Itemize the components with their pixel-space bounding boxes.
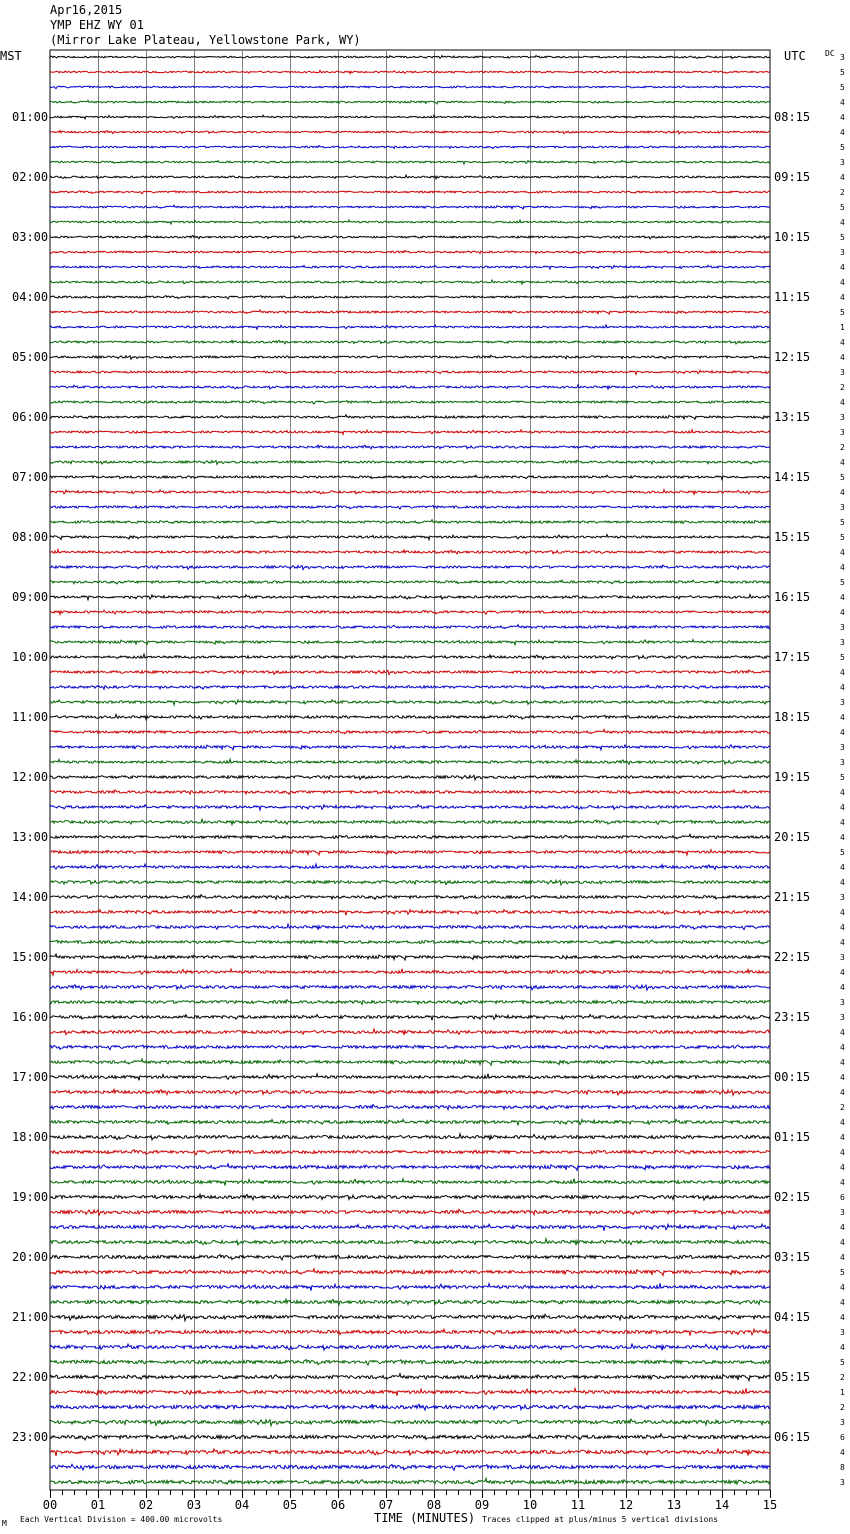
seismic-trace xyxy=(50,1105,770,1110)
seismic-trace xyxy=(50,819,770,825)
x-tick-label: 10 xyxy=(522,1498,538,1512)
dc-offset-value: 5 xyxy=(840,233,845,242)
seismic-trace xyxy=(50,670,770,675)
x-tick-label: 15 xyxy=(762,1498,778,1512)
seismic-trace xyxy=(50,160,770,164)
seismic-trace xyxy=(50,401,770,404)
dc-offset-value: 3 xyxy=(840,248,845,257)
dc-offset-value: 4 xyxy=(840,788,845,797)
seismic-trace xyxy=(50,340,770,344)
seismic-trace xyxy=(50,1464,770,1470)
dc-offset-value: 3 xyxy=(840,638,845,647)
seismic-trace xyxy=(50,1344,770,1351)
seismic-trace xyxy=(50,1059,770,1065)
seismic-trace xyxy=(50,745,770,750)
dc-offset-value: 4 xyxy=(840,563,845,572)
x-tick-label: 05 xyxy=(282,1498,298,1512)
mst-hour-label: 10:00 xyxy=(12,650,49,664)
seismic-trace xyxy=(50,235,770,239)
dc-offset-value: 4 xyxy=(840,968,845,977)
seismic-trace xyxy=(50,910,770,916)
seismic-trace xyxy=(50,714,770,719)
dc-offset-value: 4 xyxy=(840,608,845,617)
mst-hour-label: 19:00 xyxy=(12,1190,49,1204)
dc-offset-value: 6 xyxy=(840,1433,845,1442)
dc-offset-value: 5 xyxy=(840,533,845,542)
mst-hour-label: 13:00 xyxy=(12,830,49,844)
dc-offset-value: 4 xyxy=(840,593,845,602)
dc-offset-value: 3 xyxy=(840,953,845,962)
dc-offset-value: 4 xyxy=(840,683,845,692)
utc-hour-label: 12:15 xyxy=(774,350,811,364)
dc-offset-value: 4 xyxy=(840,833,845,842)
mst-hour-label: 11:00 xyxy=(12,710,49,724)
seismic-trace xyxy=(50,535,770,540)
seismic-trace xyxy=(50,475,770,479)
seismic-trace xyxy=(50,445,770,449)
utc-hour-label: 08:15 xyxy=(774,110,811,124)
seismic-trace xyxy=(50,940,770,944)
utc-hour-label: 01:15 xyxy=(774,1130,811,1144)
dc-offset-value: 4 xyxy=(840,1133,845,1142)
seismic-trace xyxy=(50,100,770,104)
seismic-trace xyxy=(50,1074,770,1081)
dc-offset-value: 3 xyxy=(840,998,845,1007)
dc-offset-value: 4 xyxy=(840,1118,845,1127)
seismic-trace xyxy=(50,56,770,59)
dc-offset-value: 3 xyxy=(840,503,845,512)
dc-offset-value: 5 xyxy=(840,83,845,92)
x-axis-title: TIME (MINUTES) xyxy=(374,1511,476,1525)
seismic-trace xyxy=(50,595,770,600)
seismic-trace xyxy=(50,1150,770,1155)
utc-hour-label: 04:15 xyxy=(774,1310,811,1324)
seismic-trace xyxy=(50,864,770,869)
seismic-trace xyxy=(50,1374,770,1381)
utc-hour-label: 19:15 xyxy=(774,770,811,784)
seismic-trace xyxy=(50,625,770,629)
dc-offset-value: 4 xyxy=(840,458,845,467)
seismic-trace xyxy=(50,1404,770,1410)
seismic-trace xyxy=(50,296,770,299)
seismic-trace xyxy=(50,1119,770,1125)
utc-hour-label: 00:15 xyxy=(774,1070,811,1084)
seismic-trace xyxy=(50,1224,770,1231)
dc-offset-value: 4 xyxy=(840,353,845,362)
seismic-trace xyxy=(50,310,770,314)
seismic-trace xyxy=(50,460,770,464)
dc-offset-value: 1 xyxy=(840,323,845,332)
mst-hour-label: 21:00 xyxy=(12,1310,49,1324)
seismic-trace xyxy=(50,220,770,224)
seismic-trace xyxy=(50,580,770,584)
utc-hour-label: 10:15 xyxy=(774,230,811,244)
x-tick-label: 03 xyxy=(186,1498,202,1512)
mst-hour-label: 23:00 xyxy=(12,1430,49,1444)
seismic-trace xyxy=(50,1164,770,1171)
vertical-division-note: Each Vertical Division = 400.00 microvolts xyxy=(20,1515,223,1524)
dc-offset-value: 3 xyxy=(840,893,845,902)
mst-hour-label: 17:00 xyxy=(12,1070,49,1084)
dc-offset-value: 3 xyxy=(840,623,845,632)
dc-offset-value: 2 xyxy=(840,1103,845,1112)
footer-left-mark: M xyxy=(2,1519,7,1528)
dc-offset-value: 4 xyxy=(840,128,845,137)
x-tick-label: 13 xyxy=(666,1498,682,1512)
dc-offset-value: 4 xyxy=(840,1163,845,1172)
utc-hour-label: 17:15 xyxy=(774,650,811,664)
mst-hour-label: 01:00 xyxy=(12,110,49,124)
dc-offset-value: 4 xyxy=(840,278,845,287)
dc-offset-value: 5 xyxy=(840,473,845,482)
dc-offset-value: 4 xyxy=(840,113,845,122)
seismic-trace xyxy=(50,880,770,885)
seismic-trace xyxy=(50,505,770,509)
seismic-trace xyxy=(50,205,770,209)
seismic-trace xyxy=(50,430,770,435)
mst-hour-label: 03:00 xyxy=(12,230,49,244)
seismic-trace xyxy=(50,370,770,374)
dc-offset-value: 4 xyxy=(840,1448,845,1457)
mst-hour-label: 15:00 xyxy=(12,950,49,964)
seismic-trace xyxy=(50,1015,770,1021)
dc-offset-value: 4 xyxy=(840,983,845,992)
dc-offset-value: 4 xyxy=(840,98,845,107)
dc-offset-value: 4 xyxy=(840,398,845,407)
dc-offset-value: 3 xyxy=(840,698,845,707)
left-timezone-label: MST xyxy=(0,49,22,63)
seismic-trace xyxy=(50,385,770,389)
dc-offset-value: 3 xyxy=(840,1208,845,1217)
dc-offset-value: 4 xyxy=(840,818,845,827)
seismic-trace xyxy=(50,1329,770,1336)
seismic-trace xyxy=(50,1000,770,1005)
seismic-trace xyxy=(50,115,770,119)
dc-offset-value: 4 xyxy=(840,878,845,887)
dc-offset-value: 4 xyxy=(840,1223,845,1232)
dc-offset-value: 4 xyxy=(840,1178,845,1187)
dc-offset-value: 3 xyxy=(840,158,845,167)
dc-offset-value: 5 xyxy=(840,203,845,212)
seismic-trace xyxy=(50,70,770,74)
dc-offset-value: 4 xyxy=(840,923,845,932)
seismic-trace xyxy=(50,1434,770,1440)
dc-offset-value: 3 xyxy=(840,1013,845,1022)
dc-offset-value: 3 xyxy=(840,368,845,377)
dc-offset-value: 4 xyxy=(840,1253,845,1262)
dc-offset-value: 4 xyxy=(840,1073,845,1082)
dc-offset-value: 4 xyxy=(840,293,845,302)
seismic-trace xyxy=(50,1448,770,1456)
dc-offset-value: 4 xyxy=(840,548,845,557)
dc-offset-value: 3 xyxy=(840,53,845,62)
dc-offset-value: 4 xyxy=(840,1238,845,1247)
seismic-trace xyxy=(50,640,770,645)
seismic-trace xyxy=(50,610,770,614)
mst-hour-label: 22:00 xyxy=(12,1370,49,1384)
mst-hour-label: 05:00 xyxy=(12,350,49,364)
seismic-trace xyxy=(50,175,770,179)
x-tick-label: 08 xyxy=(426,1498,442,1512)
seismic-trace xyxy=(50,1194,770,1200)
dc-offset-value: 4 xyxy=(840,938,845,947)
seismic-trace xyxy=(50,355,770,359)
seismic-trace xyxy=(50,1089,770,1095)
seismic-trace xyxy=(50,1239,770,1246)
dc-offset-value: 3 xyxy=(840,413,845,422)
utc-hour-label: 21:15 xyxy=(774,890,811,904)
seismic-trace xyxy=(50,1419,770,1426)
dc-offset-value: 3 xyxy=(840,428,845,437)
dc-offset-value: 5 xyxy=(840,773,845,782)
clip-note: Traces clipped at plus/minus 5 vertical divisions xyxy=(482,1515,719,1524)
dc-header-label: DC xyxy=(825,49,835,58)
dc-offset-value: 5 xyxy=(840,653,845,662)
dc-offset-value: 4 xyxy=(840,863,845,872)
seismic-trace xyxy=(50,565,770,570)
seismic-trace xyxy=(50,191,770,194)
utc-hour-label: 20:15 xyxy=(774,830,811,844)
seismic-trace xyxy=(50,759,770,764)
seismic-trace xyxy=(50,700,770,705)
seismic-trace xyxy=(50,895,770,900)
seismic-trace xyxy=(50,265,770,269)
seismic-trace xyxy=(50,86,770,89)
dc-offset-value: 4 xyxy=(840,668,845,677)
seismic-trace xyxy=(50,1134,770,1140)
dc-offset-value: 3 xyxy=(840,743,845,752)
seismic-trace xyxy=(50,1299,770,1305)
dc-offset-value: 2 xyxy=(840,443,845,452)
mst-hour-label: 12:00 xyxy=(12,770,49,784)
seismic-trace xyxy=(50,985,770,990)
dc-offset-value: 4 xyxy=(840,1283,845,1292)
dc-offset-value: 1 xyxy=(840,1388,845,1397)
seismic-trace xyxy=(50,520,770,524)
dc-offset-value: 5 xyxy=(840,308,845,317)
seismic-trace xyxy=(50,775,770,780)
dc-offset-value: 3 xyxy=(840,1418,845,1427)
mst-hour-label: 07:00 xyxy=(12,470,49,484)
header-location: (Mirror Lake Plateau, Yellowstone Park, WY) xyxy=(50,33,361,47)
mst-hour-label: 02:00 xyxy=(12,170,49,184)
x-tick-label: 06 xyxy=(330,1498,346,1512)
seismic-trace xyxy=(50,1269,770,1276)
seismic-trace xyxy=(50,415,770,420)
seismic-trace xyxy=(50,250,770,253)
utc-hour-label: 14:15 xyxy=(774,470,811,484)
seismic-trace xyxy=(50,325,770,329)
dc-offset-value: 5 xyxy=(840,1358,845,1367)
dc-offset-value: 3 xyxy=(840,1478,845,1487)
x-tick-label: 02 xyxy=(138,1498,154,1512)
utc-hour-label: 18:15 xyxy=(774,710,811,724)
dc-offset-value: 4 xyxy=(840,1343,845,1352)
dc-offset-value: 3 xyxy=(840,758,845,767)
dc-offset-value: 5 xyxy=(840,518,845,527)
dc-offset-value: 4 xyxy=(840,728,845,737)
seismic-trace xyxy=(50,790,770,794)
dc-offset-value: 4 xyxy=(840,908,845,917)
seismic-trace xyxy=(50,1179,770,1186)
dc-offset-value: 4 xyxy=(840,1148,845,1157)
seismic-trace xyxy=(50,280,770,284)
dc-offset-value: 5 xyxy=(840,1268,845,1277)
dc-offset-value: 4 xyxy=(840,1058,845,1067)
seismic-trace xyxy=(50,685,770,689)
seismic-trace xyxy=(50,490,770,495)
seismic-trace xyxy=(50,654,770,659)
seismic-trace xyxy=(50,805,770,810)
dc-offset-value: 5 xyxy=(840,143,845,152)
utc-hour-label: 11:15 xyxy=(774,290,811,304)
seismic-trace xyxy=(50,924,770,930)
dc-offset-value: 6 xyxy=(840,1193,845,1202)
utc-hour-label: 09:15 xyxy=(774,170,811,184)
utc-hour-label: 06:15 xyxy=(774,1430,811,1444)
utc-hour-label: 15:15 xyxy=(774,530,811,544)
dc-offset-value: 5 xyxy=(840,68,845,77)
mst-hour-label: 14:00 xyxy=(12,890,49,904)
dc-offset-value: 5 xyxy=(840,578,845,587)
dc-offset-value: 4 xyxy=(840,1043,845,1052)
dc-offset-value: 4 xyxy=(840,1028,845,1037)
dc-offset-value: 2 xyxy=(840,188,845,197)
dc-offset-value: 4 xyxy=(840,803,845,812)
utc-hour-label: 03:15 xyxy=(774,1250,811,1264)
seismic-trace xyxy=(50,954,770,960)
seismic-trace xyxy=(50,1360,770,1366)
seismic-trace xyxy=(50,1478,770,1484)
mst-hour-label: 06:00 xyxy=(12,410,49,424)
dc-offset-value: 3 xyxy=(840,1328,845,1337)
utc-hour-label: 22:15 xyxy=(774,950,811,964)
seismic-trace xyxy=(50,969,770,975)
seismic-trace xyxy=(50,1388,770,1396)
dc-offset-value: 4 xyxy=(840,488,845,497)
x-tick-label: 01 xyxy=(90,1498,106,1512)
x-tick-label: 11 xyxy=(570,1498,586,1512)
utc-hour-label: 23:15 xyxy=(774,1010,811,1024)
utc-hour-label: 05:15 xyxy=(774,1370,811,1384)
seismic-trace xyxy=(50,1209,770,1215)
dc-offset-value: 4 xyxy=(840,1313,845,1322)
dc-offset-value: 4 xyxy=(840,218,845,227)
dc-offset-value: 2 xyxy=(840,383,845,392)
header-station: YMP EHZ WY 01 xyxy=(50,18,144,32)
mst-hour-label: 08:00 xyxy=(12,530,49,544)
x-tick-label: 04 xyxy=(234,1498,250,1512)
seismic-trace xyxy=(50,1045,770,1050)
mst-hour-label: 04:00 xyxy=(12,290,49,304)
seismic-trace xyxy=(50,834,770,838)
dc-offset-value: 4 xyxy=(840,338,845,347)
x-tick-label: 07 xyxy=(378,1498,394,1512)
seismic-trace xyxy=(50,131,770,134)
utc-hour-label: 16:15 xyxy=(774,590,811,604)
utc-hour-label: 02:15 xyxy=(774,1190,811,1204)
dc-offset-value: 4 xyxy=(840,263,845,272)
dc-offset-value: 4 xyxy=(840,713,845,722)
header-date: Apr16,2015 xyxy=(50,3,123,17)
seismic-trace xyxy=(50,850,770,855)
seismic-trace xyxy=(50,550,770,555)
dc-offset-value: 4 xyxy=(840,1298,845,1307)
dc-offset-value: 8 xyxy=(840,1463,845,1472)
dc-offset-value: 4 xyxy=(840,1088,845,1097)
x-tick-label: 14 xyxy=(714,1498,730,1512)
utc-hour-label: 13:15 xyxy=(774,410,811,424)
seismic-trace xyxy=(50,146,770,149)
dc-offset-value: 2 xyxy=(840,1373,845,1382)
dc-offset-value: 2 xyxy=(840,1403,845,1412)
seismic-trace xyxy=(50,729,770,733)
x-tick-label: 00 xyxy=(42,1498,58,1512)
seismic-trace xyxy=(50,1283,770,1290)
mst-hour-label: 16:00 xyxy=(12,1010,49,1024)
right-timezone-label: UTC xyxy=(784,49,806,63)
seismic-trace xyxy=(50,1255,770,1260)
seismic-trace xyxy=(50,1314,770,1320)
dc-offset-value: 4 xyxy=(840,173,845,182)
x-tick-label: 12 xyxy=(618,1498,634,1512)
seismic-trace xyxy=(50,1029,770,1035)
mst-hour-label: 20:00 xyxy=(12,1250,49,1264)
mst-hour-label: 18:00 xyxy=(12,1130,49,1144)
dc-offset-value: 5 xyxy=(840,848,845,857)
x-tick-label: 09 xyxy=(474,1498,490,1512)
mst-hour-label: 09:00 xyxy=(12,590,49,604)
